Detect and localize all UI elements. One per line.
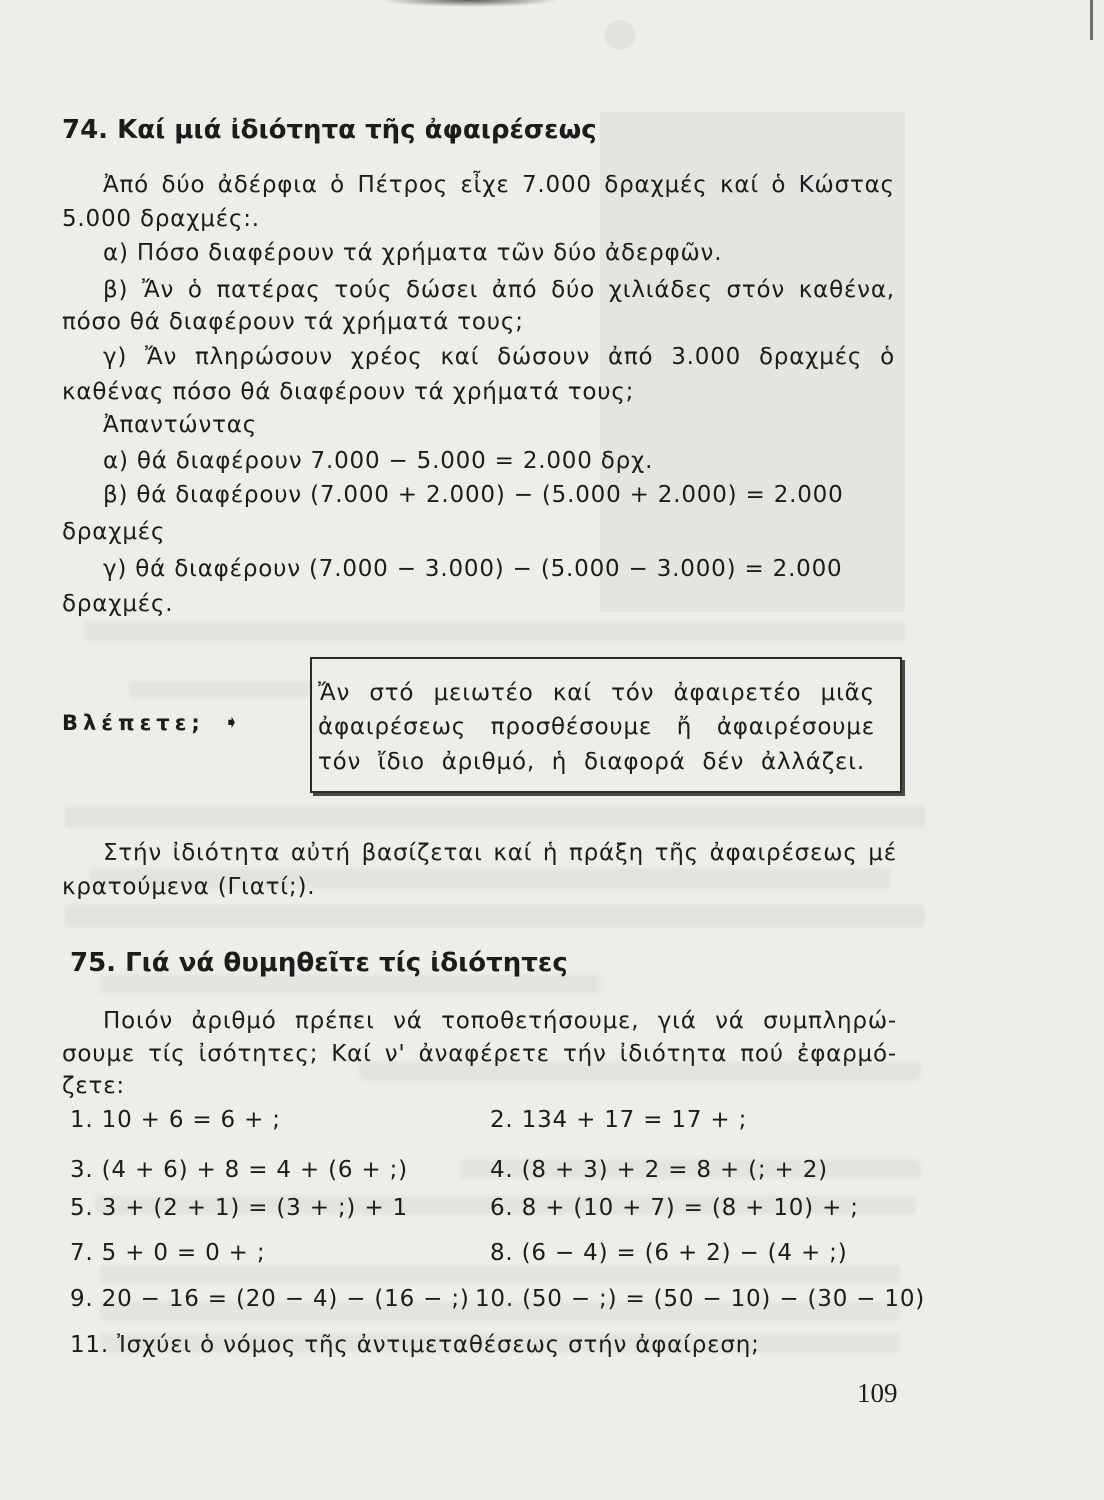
answer-a: α) θά διαφέρουν 7.000 − 5.000 = 2.000 δρχ. — [103, 448, 654, 474]
exercise-7: 7. 5 + 0 = 0 + ; — [70, 1240, 266, 1266]
rule-box-line: τόν ἴδιο ἀριθμό, ἡ διαφορά δέν ἀλλάζει. — [318, 749, 865, 775]
instruction-line: ζετε: — [62, 1073, 125, 1099]
answer-line: δραχμές — [62, 519, 166, 545]
exercise-5: 5. 3 + (2 + 1) = (3 + ;) + 1 — [70, 1195, 408, 1221]
scan-spot — [605, 20, 635, 50]
exercise-9: 9. 20 − 16 = (20 − 4) − (16 − ;) — [70, 1286, 470, 1312]
rule-box-line: Ἄν στό μειωτέο καί τόν ἀφαιρετέο μιᾶς — [318, 680, 875, 706]
instruction-line: σουμε τίς ἰσότητες; Καί ν' ἀναφέρετε τήν ἰδιότητα πού ἐφαρμό- — [62, 1041, 897, 1067]
see-label: Βλέπετε; — [62, 711, 205, 735]
problem-question-b: β) Ἄν ὁ πατέρας τούς δώσει ἀπό δύο χιλιάδες στόν καθένα, — [103, 277, 895, 303]
problem-question-c: γ) Ἄν πληρώσουν χρέος καί δώσουν ἀπό 3.000 δραχμές ὁ — [103, 344, 895, 370]
exercise-8: 8. (6 − 4) = (6 + 2) − (4 + ;) — [490, 1240, 848, 1266]
answer-b: β) θά διαφέρουν (7.000 + 2.000) − (5.000 + 2.000) = 2.000 — [103, 482, 844, 508]
page-number: 109 — [857, 1378, 898, 1408]
instruction-line: Ποιόν ἀριθμό πρέπει νά τοποθετήσουμε, γιά νά συμπληρώ- — [103, 1008, 897, 1034]
section-75-title: 75. Γιά νά θυμηθεῖτε τίς ἰδιότητες — [70, 948, 568, 978]
exercise-4: 4. (8 + 3) + 2 = 8 + (; + 2) — [490, 1157, 828, 1183]
exercise-3: 3. (4 + 6) + 8 = 4 + (6 + ;) — [70, 1157, 408, 1183]
bleed-through-line — [85, 622, 905, 640]
problem-line: καθένας πόσο θά διαφέρουν τά χρήματά τους; — [62, 379, 635, 405]
answer-c: γ) θά διαφέρουν (7.000 − 3.000) − (5.000 − 3.000) = 2.000 — [103, 556, 843, 582]
exercise-11: 11. Ἰσχύει ὁ νόμος τῆς ἀντιμεταθέσεως στήν ἀφαίρεση; — [70, 1332, 760, 1358]
problem-question-a: α) Πόσο διαφέρουν τά χρήματα τῶν δύο ἀδερφῶν. — [103, 240, 723, 266]
note-line: Στήν ἰδιότητα αὐτή βασίζεται καί ἡ πράξη τῆς ἀφαιρέσεως μέ — [103, 840, 897, 866]
exercise-6: 6. 8 + (10 + 7) = (8 + 10) + ; — [490, 1195, 859, 1221]
problem-line: 5.000 δραχμές:. — [62, 206, 260, 232]
pointer-arrow-icon: ➧ — [224, 712, 240, 733]
exercise-10: 10. (50 − ;) = (50 − 10) − (30 − 10) — [475, 1286, 926, 1312]
section-74-title: 74. Καί μιά ἰδιότητα τῆς ἀφαιρέσεως — [62, 115, 597, 145]
problem-line: πόσο θά διαφέρουν τά χρήματά τους; — [62, 309, 524, 335]
scan-edge-mark — [1090, 0, 1093, 40]
rule-box-line: ἀφαιρέσεως προσθέσουμε ἤ ἀφαιρέσουμε — [318, 714, 875, 740]
bleed-through-line — [65, 806, 925, 828]
bleed-through-line — [130, 682, 310, 698]
note-line: κρατούμενα (Γιατί;). — [62, 874, 316, 900]
problem-line: Ἀπό δύο ἀδέρφια ὁ Πέτρος εἶχε 7.000 δραχμές καί ὁ Κώστας — [103, 172, 895, 198]
scan-smudge — [380, 0, 560, 7]
answer-line: δραχμές. — [62, 591, 174, 617]
exercise-1: 1. 10 + 6 = 6 + ; — [70, 1107, 281, 1133]
bleed-through-line — [100, 1266, 900, 1284]
bleed-through-line — [65, 905, 925, 927]
answer-heading: Ἀπαντώντας — [103, 412, 258, 438]
exercise-2: 2. 134 + 17 = 17 + ; — [490, 1107, 748, 1133]
